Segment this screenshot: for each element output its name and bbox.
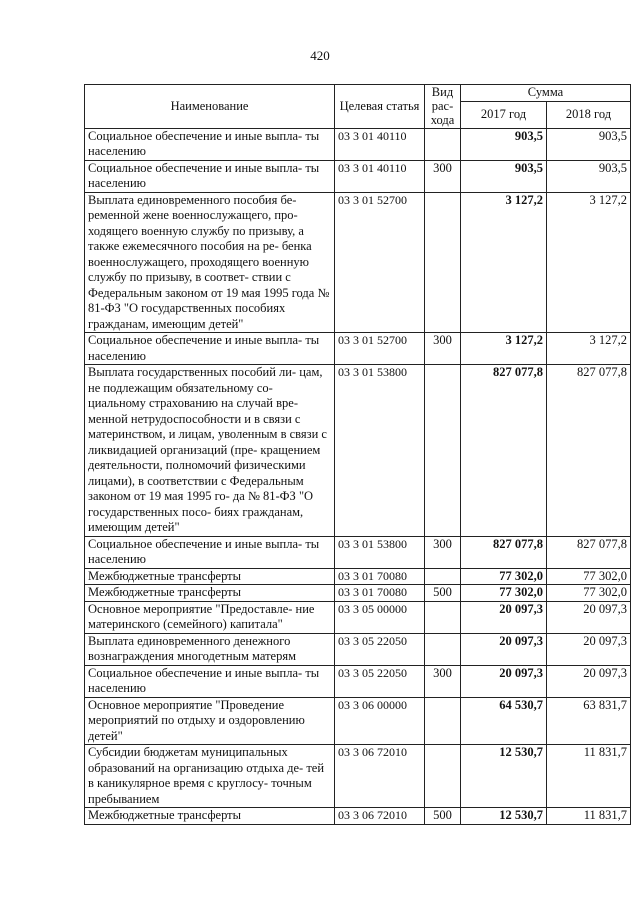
- header-year-2018: 2018 год: [547, 101, 631, 128]
- cell-type: 300: [425, 333, 461, 365]
- cell-type: 500: [425, 585, 461, 602]
- cell-name: Социальное обеспечение и иные выпла- ты населению: [85, 536, 335, 568]
- cell-type: [425, 697, 461, 745]
- cell-2017: 827 077,8: [461, 536, 547, 568]
- cell-type: [425, 365, 461, 537]
- cell-code: 03 3 05 22050: [335, 665, 425, 697]
- cell-type: [425, 568, 461, 585]
- table-row: [85, 585, 631, 602]
- cell-2017: 12 530,7: [461, 745, 547, 808]
- cell-code: 03 3 01 70080: [335, 568, 425, 585]
- cell-2017: 20 097,3: [461, 633, 547, 665]
- cell-code: 03 3 06 72010: [335, 808, 425, 825]
- cell-type: 300: [425, 665, 461, 697]
- cell-2018: 11 831,7: [547, 808, 631, 825]
- cell-2017: 12 530,7: [461, 808, 547, 825]
- cell-name: Социальное обеспечение и иные выпла- ты населению: [85, 333, 335, 365]
- cell-name: Социальное обеспечение и иные выпла- ты населению: [85, 665, 335, 697]
- cell-code: 03 3 05 22050: [335, 633, 425, 665]
- cell-name: Выплата единовременного пособия бе- ременной жене военнослужащего, про- ходящего военную службу по призыву, а также ежемесячного пособия на ре- бенка военнослужащего, проходящего военную службу по призыву, в соответ- ствии с Федеральным законом от 19 мая 1995 года № 81-ФЗ "О государственных пособиях гражданам, имеющим детей": [85, 192, 335, 333]
- table-row: [85, 333, 631, 365]
- header-year-2017: 2017 год: [461, 101, 547, 128]
- cell-2018: 11 831,7: [547, 745, 631, 808]
- table-row: [85, 192, 631, 333]
- table-row: [85, 568, 631, 585]
- cell-type: [425, 633, 461, 665]
- cell-code: 03 3 06 72010: [335, 745, 425, 808]
- header-name: Наименование: [85, 85, 335, 129]
- cell-2017: 903,5: [461, 128, 547, 160]
- cell-2017: 64 530,7: [461, 697, 547, 745]
- cell-2017: 77 302,0: [461, 568, 547, 585]
- cell-code: 03 3 01 52700: [335, 192, 425, 333]
- cell-2017: 20 097,3: [461, 665, 547, 697]
- cell-type: 300: [425, 536, 461, 568]
- cell-2017: 903,5: [461, 160, 547, 192]
- cell-2017: 827 077,8: [461, 365, 547, 537]
- cell-type: [425, 192, 461, 333]
- cell-type: [425, 745, 461, 808]
- table-row: [85, 128, 631, 160]
- budget-table: [84, 84, 631, 825]
- cell-code: 03 3 01 52700: [335, 333, 425, 365]
- header-code: Целевая статья: [335, 85, 425, 129]
- table-row: [85, 536, 631, 568]
- cell-type: [425, 601, 461, 633]
- header-type: Вид рас- хода: [425, 85, 461, 129]
- cell-2018: 3 127,2: [547, 333, 631, 365]
- cell-type: 500: [425, 808, 461, 825]
- cell-2018: 77 302,0: [547, 568, 631, 585]
- table-row: [85, 745, 631, 808]
- cell-2018: 63 831,7: [547, 697, 631, 745]
- cell-2017: 77 302,0: [461, 585, 547, 602]
- cell-name: Межбюджетные трансферты: [85, 808, 335, 825]
- cell-code: 03 3 01 53800: [335, 365, 425, 537]
- cell-2018: 20 097,3: [547, 665, 631, 697]
- cell-code: 03 3 01 53800: [335, 536, 425, 568]
- cell-2018: 903,5: [547, 128, 631, 160]
- cell-name: Основное мероприятие "Предоставле- ние материнского (семейного) капитала": [85, 601, 335, 633]
- table-row: [85, 665, 631, 697]
- cell-name: Межбюджетные трансферты: [85, 568, 335, 585]
- cell-2017: 3 127,2: [461, 192, 547, 333]
- cell-2017: 20 097,3: [461, 601, 547, 633]
- cell-name: Социальное обеспечение и иные выпла- ты населению: [85, 128, 335, 160]
- cell-name: Основное мероприятие "Проведение мероприятий по отдыху и оздоровлению детей": [85, 697, 335, 745]
- cell-code: 03 3 01 40110: [335, 128, 425, 160]
- cell-type: [425, 128, 461, 160]
- cell-name: Субсидии бюджетам муниципальных образований на организацию отдыха де- тей в каникулярное время с круглосу- точным пребыванием: [85, 745, 335, 808]
- table-row: [85, 633, 631, 665]
- table-row: [85, 160, 631, 192]
- table-row: [85, 697, 631, 745]
- table-header: [85, 85, 631, 129]
- cell-name: Межбюджетные трансферты: [85, 585, 335, 602]
- cell-type: 300: [425, 160, 461, 192]
- cell-2018: 3 127,2: [547, 192, 631, 333]
- cell-2018: 827 077,8: [547, 536, 631, 568]
- cell-2018: 77 302,0: [547, 585, 631, 602]
- cell-code: 03 3 01 70080: [335, 585, 425, 602]
- header-sum: Сумма: [461, 85, 631, 102]
- cell-2017: 3 127,2: [461, 333, 547, 365]
- cell-code: 03 3 01 40110: [335, 160, 425, 192]
- cell-2018: 20 097,3: [547, 601, 631, 633]
- cell-name: Выплата государственных пособий ли- цам, не подлежащим обязательному со- циальному страхованию на случай вре- менной нетрудоспособности и в связи с материнством, и лицам, уволенным в связи с ликвидацией организаций (пре- кращением деятельности, полномочий физическими лицами), в соответствии с Федеральным законом от 19 мая 1995 го- да № 81-ФЗ "О государственных посо- биях гражданам, имеющим детей": [85, 365, 335, 537]
- cell-name: Социальное обеспечение и иные выпла- ты населению: [85, 160, 335, 192]
- cell-code: 03 3 06 00000: [335, 697, 425, 745]
- cell-2018: 20 097,3: [547, 633, 631, 665]
- table-row: [85, 365, 631, 537]
- page-number: 420: [310, 48, 330, 63]
- cell-code: 03 3 05 00000: [335, 601, 425, 633]
- cell-2018: 903,5: [547, 160, 631, 192]
- table-row: [85, 808, 631, 825]
- cell-2018: 827 077,8: [547, 365, 631, 537]
- table-body: [85, 128, 631, 824]
- table-row: [85, 601, 631, 633]
- cell-name: Выплата единовременного денежного вознаграждения многодетным матерям: [85, 633, 335, 665]
